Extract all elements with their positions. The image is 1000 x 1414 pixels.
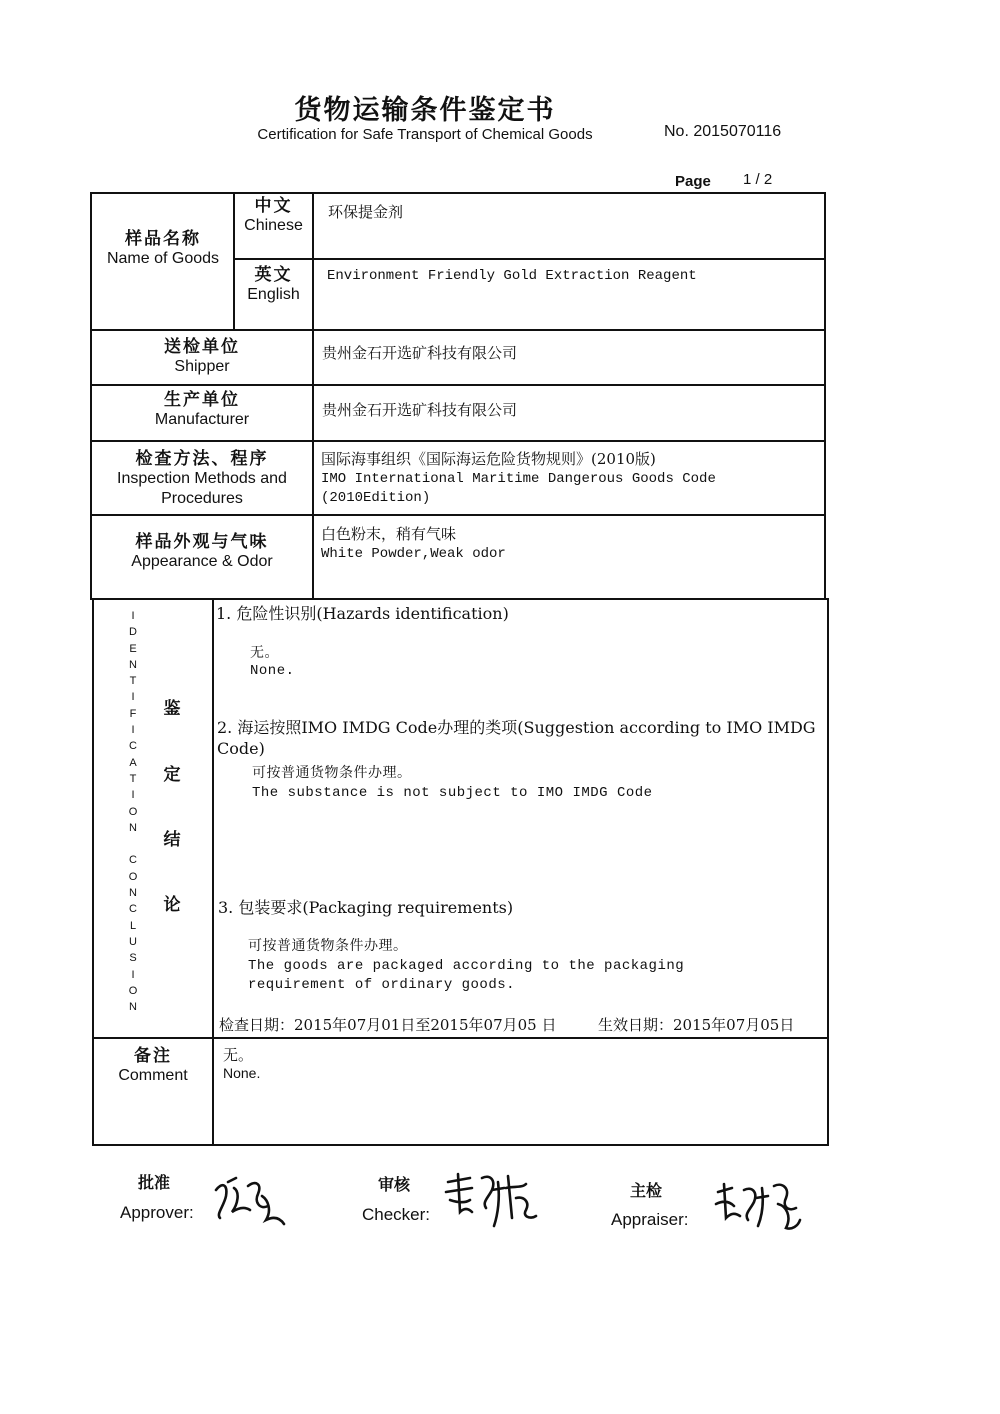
table-divider <box>212 598 214 1146</box>
english-label-zh: 英文 <box>254 265 293 285</box>
inspection-label-zh: 检查方法、程序 <box>135 449 269 469</box>
vertical-letter: N <box>129 1001 137 1014</box>
vertical-letter: L <box>129 919 137 932</box>
approver-signature <box>210 1170 290 1230</box>
vertical-letter: I <box>131 968 135 981</box>
vertical-letter: N <box>129 821 137 834</box>
identification-conclusion-vertical-label <box>126 608 140 1015</box>
page-label: Page <box>675 173 711 190</box>
manufacturer-label-en: Manufacturer <box>154 411 250 429</box>
checker-signature <box>442 1168 542 1238</box>
section3-body-zh: 可按普通货物条件办理。 <box>248 938 408 954</box>
table-divider <box>90 329 825 331</box>
vertical-letter: C <box>129 854 137 867</box>
section1-heading: 1. 危险性识别(Hazards identification) <box>216 604 509 623</box>
vertical-letter: A <box>129 756 137 769</box>
goods-label-zh: 样品名称 <box>125 229 201 249</box>
table-divider <box>90 514 825 516</box>
vertical-letter: N <box>129 887 137 900</box>
comment-label-zh: 备注 <box>134 1046 172 1066</box>
vertical-letter: E <box>129 642 137 655</box>
vertical-letter: O <box>128 984 138 997</box>
vertical-letter: I <box>131 610 135 622</box>
inspection-label-en: Inspection Methods and Procedures <box>117 470 287 507</box>
appearance-label-zh: 样品外观与气味 <box>135 532 269 552</box>
vertical-letter: C <box>129 903 137 916</box>
section2-body-zh: 可按普通货物条件办理。 <box>252 765 412 781</box>
approver-label-en: Approver: <box>120 1203 194 1222</box>
table-divider <box>90 440 825 442</box>
goods-english-value: Environment Friendly Gold Extraction Reagent <box>327 268 697 284</box>
table-divider <box>92 1037 828 1039</box>
conclusion-vertical-char: 结 <box>163 830 181 850</box>
document-number: No. 2015070116 <box>664 123 782 140</box>
manufacturer-value: 贵州金石开选矿科技有限公司 <box>322 401 518 419</box>
vertical-letter: O <box>128 805 138 818</box>
appraiser-label-zh: 主检 <box>630 1181 663 1200</box>
vertical-letter: I <box>131 789 135 802</box>
goods-chinese-value: 环保提金剂 <box>328 203 404 221</box>
inspection-value-zh: 国际海事组织《国际海运危险货物规则》(2010版) <box>321 450 656 468</box>
comment-value-zh: 无。 <box>223 1046 254 1064</box>
vertical-letter: T <box>129 675 137 688</box>
conclusion-vertical-char: 论 <box>163 895 181 915</box>
vertical-letter: N <box>129 658 137 671</box>
vertical-letter: O <box>128 870 138 883</box>
section2-heading: 2. 海运按照IMO IMDG Code办理的类项(Suggestion according to IMO IMDG Code) <box>217 718 816 758</box>
conclusion-vertical-char: 定 <box>163 765 181 785</box>
vertical-letter <box>126 836 140 852</box>
conclusion-vertical-char: 鉴 <box>163 699 181 719</box>
document-title-chinese: 货物运输条件鉴定书 <box>294 95 556 126</box>
section2-body-en: The substance is not subject to IMO IMDG Code <box>252 785 653 801</box>
appraiser-signature <box>712 1176 804 1236</box>
goods-label-en: Name of Goods <box>106 250 220 268</box>
manufacturer-label <box>92 390 312 430</box>
section1-body-zh: 无。 <box>250 645 279 661</box>
shipper-label <box>92 337 312 377</box>
manufacturer-label-zh: 生产单位 <box>164 390 240 410</box>
english-label <box>235 265 312 305</box>
chinese-label-en: Chinese <box>244 217 303 235</box>
checker-label-en: Checker: <box>362 1205 431 1224</box>
comment-value-en: None. <box>223 1065 261 1081</box>
vertical-letter: C <box>129 740 137 753</box>
appraiser-label-en: Appraiser: <box>611 1210 689 1229</box>
appearance-value-en: White Powder,Weak odor <box>321 546 506 562</box>
shipper-label-zh: 送检单位 <box>164 337 240 357</box>
vertical-letter: F <box>129 707 137 720</box>
effective-date: 生效日期：2015年07月05日 <box>598 1016 795 1034</box>
approver-label-zh: 批准 <box>138 1173 171 1192</box>
document-title-english: Certification for Safe Transport of Chemical Goods <box>257 126 593 143</box>
inspection-label <box>102 449 302 508</box>
chinese-label <box>235 196 312 236</box>
section1-body-en: None. <box>250 663 295 679</box>
comment-label <box>94 1046 212 1086</box>
shipper-value: 贵州金石开选矿科技有限公司 <box>322 344 518 362</box>
appearance-label-en: Appearance & Odor <box>131 553 273 571</box>
vertical-letter: I <box>131 724 135 737</box>
chinese-label-zh: 中文 <box>254 196 293 216</box>
vertical-letter: S <box>129 952 137 965</box>
section3-body-en: The goods are packaged according to the packaging requirement of ordinary goods. <box>248 958 685 993</box>
inspection-value-en: IMO International Maritime Dangerous Goods Code (2010Edition) <box>321 471 716 506</box>
goods-label <box>92 229 234 269</box>
section3-heading: 3. 包装要求(Packaging requirements) <box>218 898 514 917</box>
table-divider <box>90 384 825 386</box>
vertical-letter: D <box>129 626 137 639</box>
vertical-letter: U <box>129 935 137 948</box>
table-divider <box>233 258 825 260</box>
appearance-value-zh: 白色粉末，稍有气味 <box>321 525 457 543</box>
checker-label-zh: 审核 <box>378 1175 411 1194</box>
inspection-date: 检查日期：2015年07月01日至2015年07月05 日 <box>219 1016 557 1034</box>
vertical-letter: I <box>131 691 135 704</box>
shipper-label-en: Shipper <box>174 358 230 376</box>
page-number: 1 / 2 <box>743 171 773 188</box>
appearance-label <box>92 532 312 572</box>
table-divider <box>312 192 314 598</box>
english-label-en: English <box>247 286 300 304</box>
comment-label-en: Comment <box>118 1067 188 1085</box>
vertical-letter: T <box>129 772 137 785</box>
